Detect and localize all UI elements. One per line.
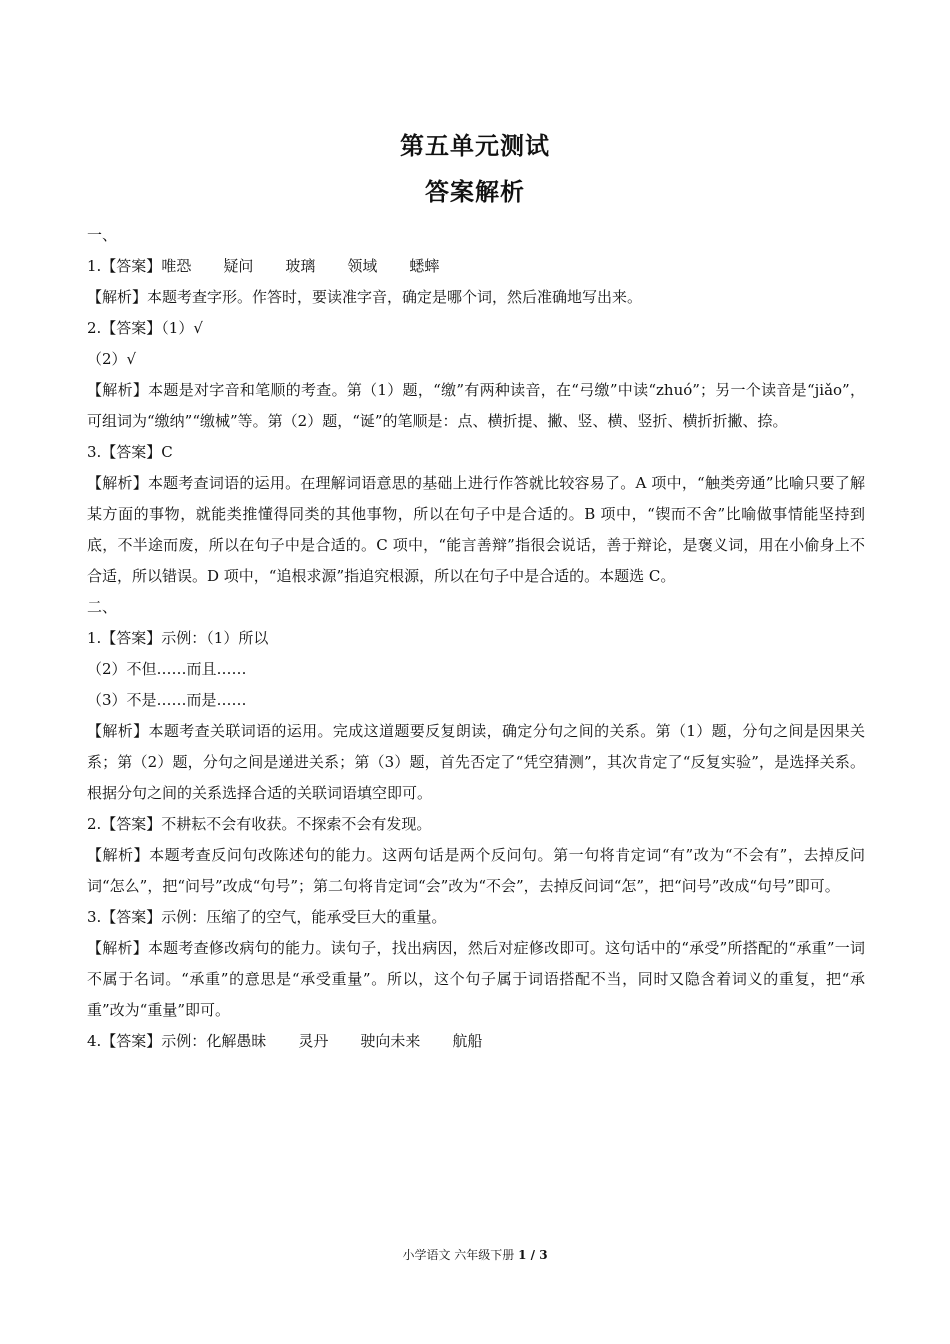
section-heading: 二、 bbox=[87, 598, 118, 616]
answer-word: 驶向未来 bbox=[360, 1032, 421, 1050]
section-heading: 一、 bbox=[87, 226, 118, 244]
answer-word: 玻璃 bbox=[285, 257, 316, 275]
page-title: 第五单元测试 bbox=[400, 132, 550, 160]
answer-word: 航船 bbox=[452, 1032, 483, 1050]
answer-line bbox=[87, 1026, 865, 1057]
analysis-text: 【解析】本题考查关联词语的运用。完成这道题要反复朗读，确定分句之间的关系。第（1）题，分句之间是因果关系；第（2）题，分句之间是递进关系；第（3）题，首先否定了“凭空猜测”，其次肯定了“反复实验”，是选择关系。根据分句之间的关系选择合适的关联词语填空即可。 bbox=[87, 722, 865, 802]
answer-word: 疑问 bbox=[223, 257, 254, 275]
answer-word: 灵丹 bbox=[298, 1032, 329, 1050]
answer-line bbox=[87, 251, 865, 282]
page-footer bbox=[0, 1246, 950, 1263]
page-subtitle: 答案解析 bbox=[425, 178, 525, 206]
footer-course: 小学语文 六年级下册 bbox=[402, 1248, 515, 1262]
answer-word: 化解愚昧 bbox=[206, 1032, 267, 1050]
answer-line: （3）不是……而是…… bbox=[87, 691, 247, 709]
answer-line: 2.【答案】（1）√ bbox=[87, 319, 203, 337]
analysis-text: 【解析】本题考查反问句改陈述句的能力。这两句话是两个反问句。第一句将肯定词“有”改为“不会有”，去掉反问词“怎么”，把“问号”改成“句号”；第二句将肯定词“会”改为“不会”，去掉反问词“怎”，把“问号”改成“句号”即可。 bbox=[87, 846, 865, 895]
analysis-text: 【解析】本题考查词语的运用。在理解词语意思的基础上进行作答就比较容易了。A 项中，“触类旁通”比喻只要了解某方面的事物，就能类推懂得同类的其他事物，所以在句子中是合适的。B 项中，“锲而不舍”比喻做事情能坚持到底，不半途而废，所以在句子中是合适的。C 项中，“能言善辩”指很会说话，善于辩论，是褒义词，用在小偷身上不合适，所以错误。D 项中，“追根求源”指追究根源，所以在句子中是合适的。本题选 C。 bbox=[87, 474, 865, 585]
answer-prefix: 1.【答案】 bbox=[87, 257, 162, 275]
answer-line: 3.【答案】示例：压缩了的空气，能承受巨大的重量。 bbox=[87, 908, 447, 926]
analysis-text: 【解析】本题是对字音和笔顺的考查。第（1）题，“缴”有两种读音，在“弓缴”中读“zhuó”；另一个读音是“jiǎo”，可组词为“缴纳”“缴械”等。第（2）题，“诞”的笔顺是：点、横折提、撇、竖、横、竖折、横折折撇、捺。 bbox=[87, 381, 865, 430]
answer-body bbox=[87, 220, 865, 1057]
answer-word: 领域 bbox=[347, 257, 378, 275]
answer-line: 1.【答案】示例：（1）所以 bbox=[87, 629, 269, 647]
answer-line: 3.【答案】C bbox=[87, 443, 173, 461]
answer-prefix: 4.【答案】示例： bbox=[87, 1032, 207, 1050]
answer-line: （2）不但……而且…… bbox=[87, 660, 247, 678]
answer-word: 唯恐 bbox=[161, 257, 192, 275]
answer-word: 蟋蟀 bbox=[409, 257, 440, 275]
page-number: 1 / 3 bbox=[518, 1248, 548, 1262]
answer-line: 2.【答案】不耕耘不会有收获。不探索不会有发现。 bbox=[87, 815, 432, 833]
analysis-text: 【解析】本题考查修改病句的能力。读句子，找出病因，然后对症修改即可。这句话中的“承受”所搭配的“承重”一词不属于名词。“承重”的意思是“承受重量”。所以，这个句子属于词语搭配不当，同时又隐含着词义的重复，把“承重”改为“重量”即可。 bbox=[87, 939, 865, 1019]
analysis-text: 【解析】本题考查字形。作答时，要读准字音，确定是哪个词，然后准确地写出来。 bbox=[87, 288, 643, 306]
answer-line: （2）√ bbox=[87, 350, 137, 368]
